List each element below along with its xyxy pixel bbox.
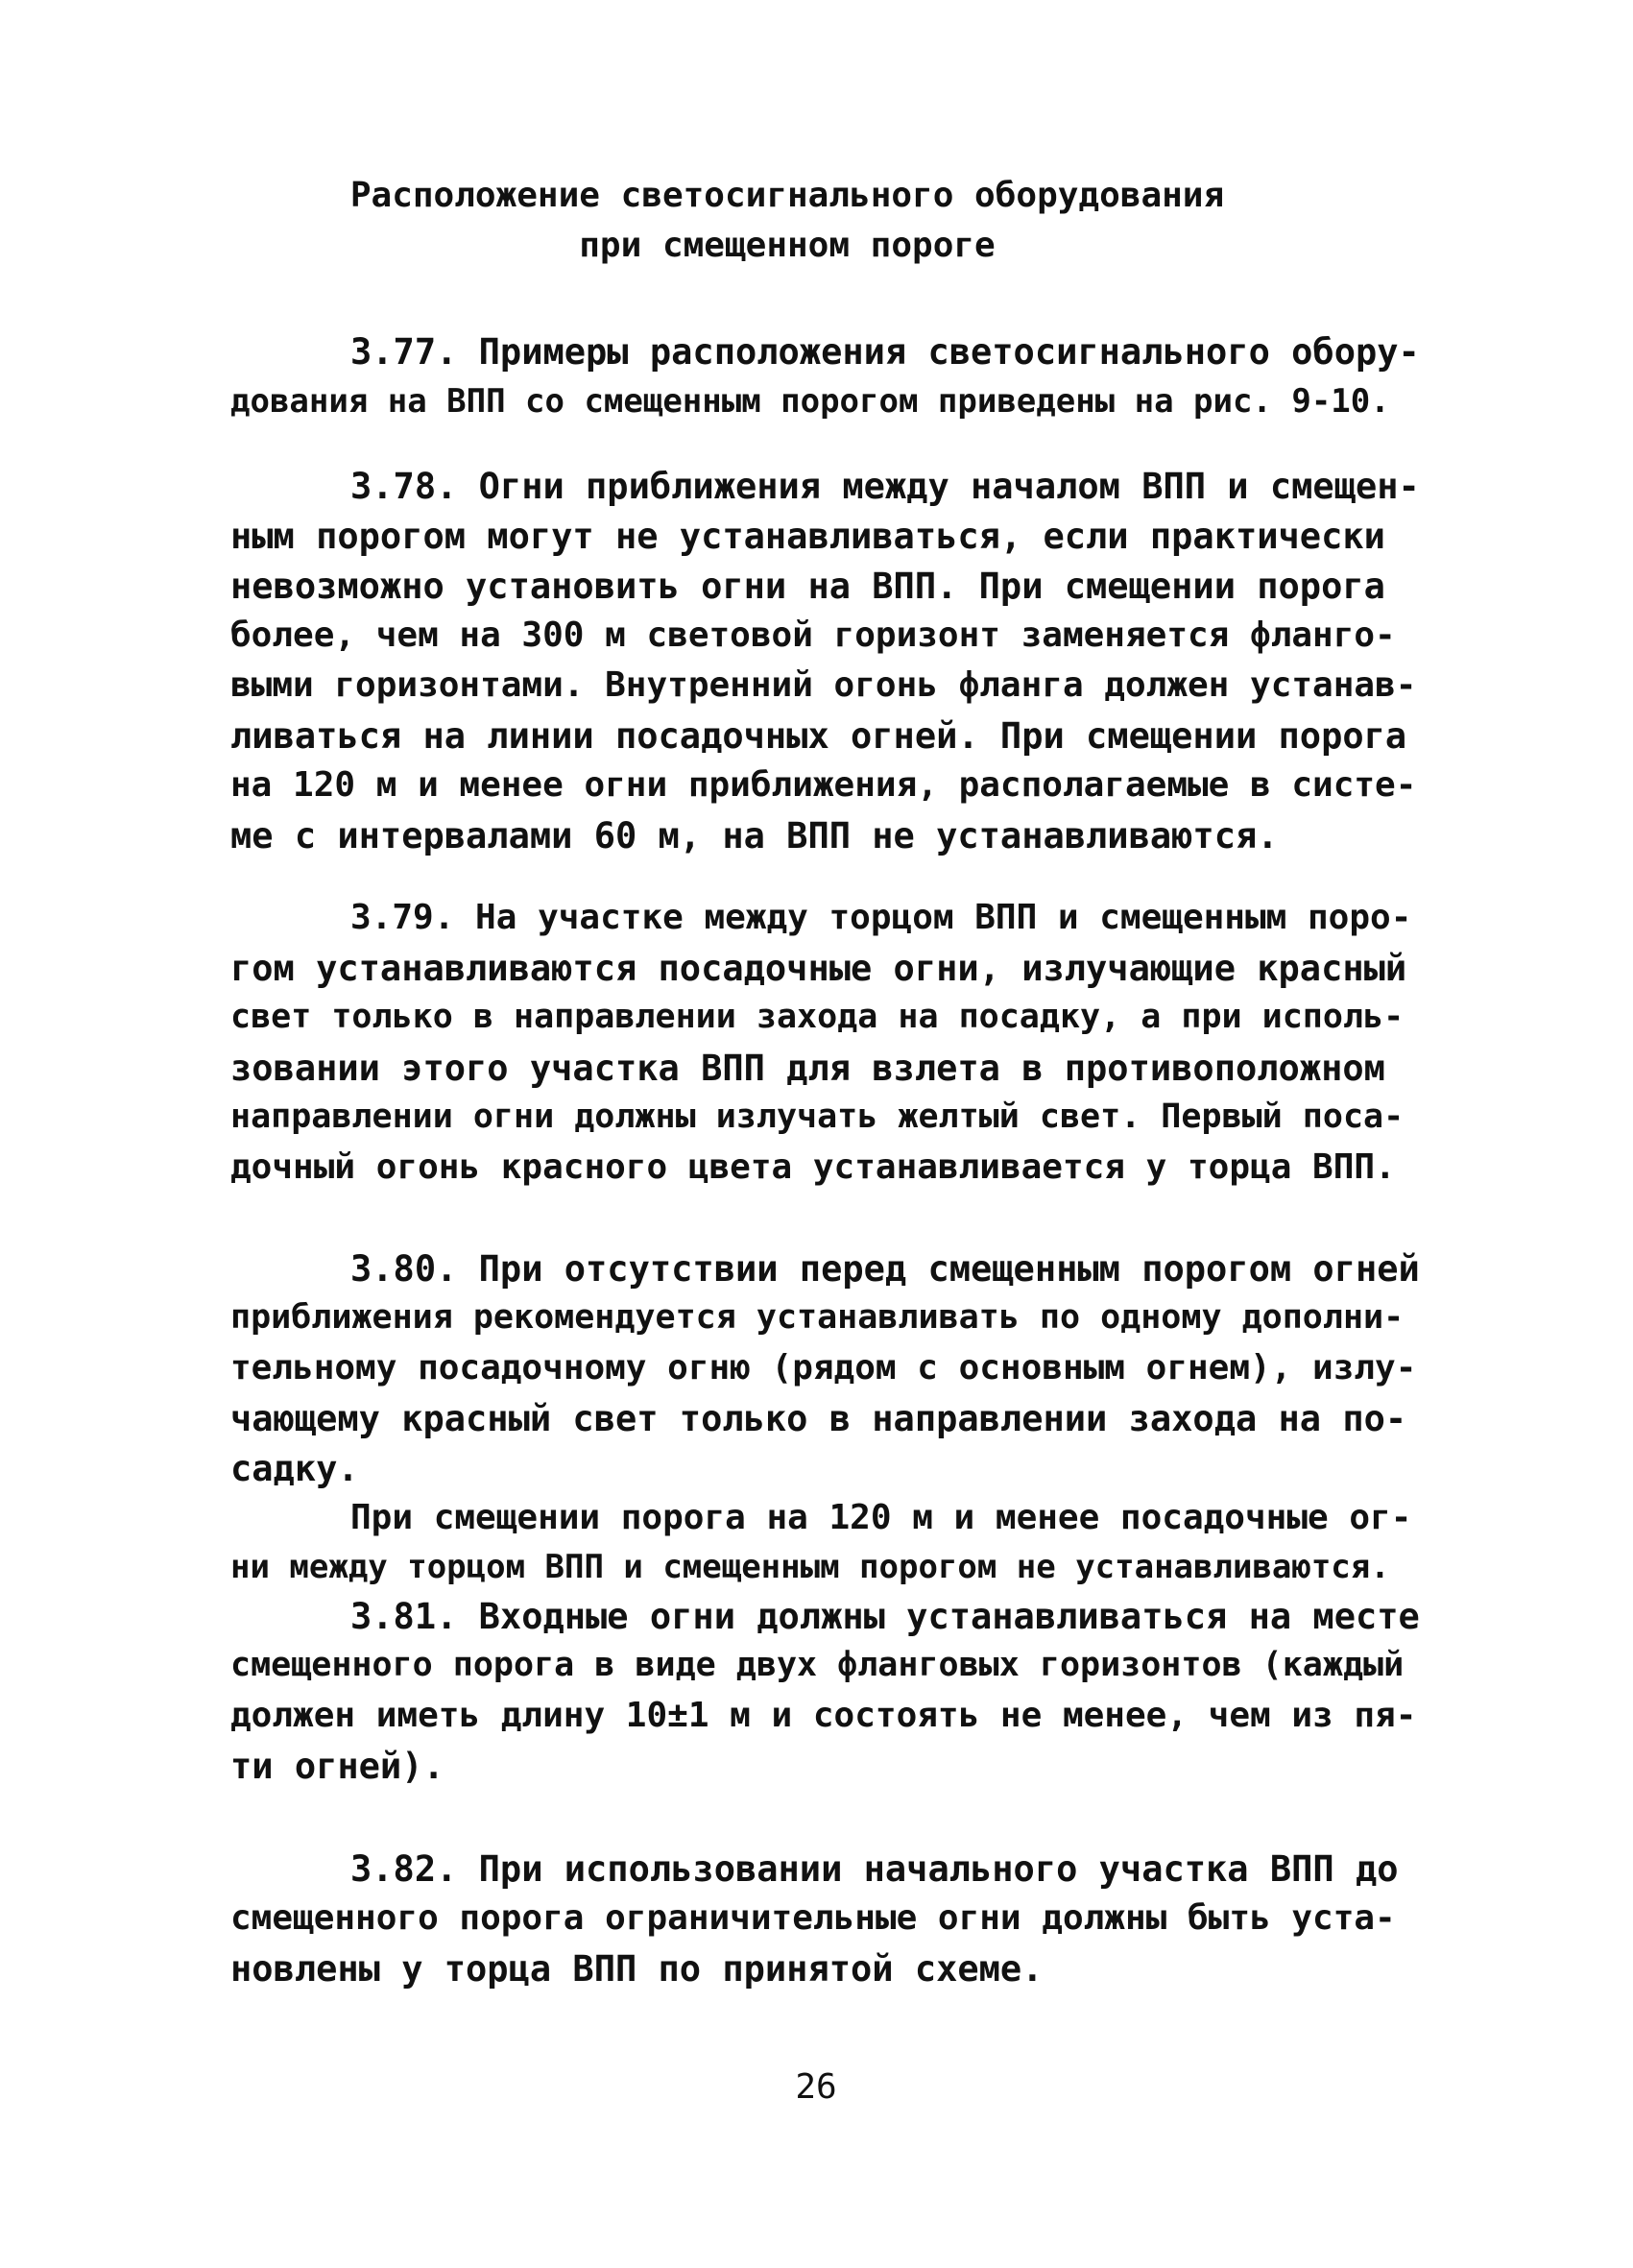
paragraph-3-78-line-6: ливаться на линии посадочных огней. При смещении порога xyxy=(230,715,1407,757)
paragraph-3-81-line-2: смещенного порога в виде двух фланговых горизонтов (каждый xyxy=(230,1646,1405,1684)
paragraph-3-80-line-3: тельному посадочному огню (рядом с основным огнем), излу- xyxy=(230,1348,1417,1387)
paragraph-3-79-line-4: зовании этого участка ВПП для взлета в противоположном xyxy=(230,1048,1385,1089)
paragraph-3-81-line-4: ти огней). xyxy=(230,1746,444,1787)
paragraph-3-80b-line-2: ни между торцом ВПП и смещенным порогом не устанавливаются. xyxy=(230,1548,1390,1586)
paragraph-3-79-line-1: 3.79. На участке между торцом ВПП и смещенным поро- xyxy=(350,898,1412,937)
paragraph-3-79-line-3: свет только в направлении захода на посадку, а при исполь- xyxy=(230,998,1405,1036)
paragraph-3-78-line-7: на 120 м и менее огни приближения, располагаемые в систе- xyxy=(230,765,1417,805)
paragraph-3-81-line-1: 3.81. Входные огни должны устанавливаться на месте xyxy=(350,1596,1420,1637)
paragraph-3-78-line-8: ме с интервалами 60 м, на ВПП не устанавливаются. xyxy=(230,815,1279,857)
paragraph-3-77-line-1: 3.77. Примеры расположения светосигнального обору- xyxy=(350,331,1420,373)
paragraph-3-81-line-3: должен иметь длину 10±1 м и состоять не менее, чем из пя- xyxy=(230,1696,1417,1735)
section-heading-line-2: при смещенном пороге xyxy=(579,226,996,265)
paragraph-3-78-line-1: 3.78. Огни приближения между началом ВПП и смещен- xyxy=(350,466,1420,507)
paragraph-3-79-line-2: гом устанавливаются посадочные огни, излучающие красный xyxy=(230,948,1407,989)
paragraph-3-80b-line-1: При смещении порога на 120 м и менее посадочные ог- xyxy=(350,1498,1412,1537)
paragraph-3-80-line-1: 3.80. При отсутствии перед смещенным порогом огней xyxy=(350,1248,1420,1290)
paragraph-3-80-line-2: приближения рекомендуется устанавливать по одному дополни- xyxy=(230,1298,1405,1337)
paragraph-3-78-line-2: ным порогом могут не устанавливаться, если практически xyxy=(230,516,1385,557)
paragraph-3-82-line-1: 3.82. При использовании начального участка ВПП до xyxy=(350,1848,1399,1890)
paragraph-3-78-line-5: выми горизонтами. Внутренний огонь фланга должен устанав- xyxy=(230,665,1417,705)
paragraph-3-79-line-5: направлении огни должны излучать желтый свет. Первый поса- xyxy=(230,1098,1405,1136)
paragraph-3-78-line-3: невозможно установить огни на ВПП. При смещении порога xyxy=(230,566,1385,607)
paragraph-3-78-line-4: более, чем на 300 м световой горизонт заменяется флангo- xyxy=(230,615,1396,655)
paragraph-3-80-line-4: чающему красный свет только в направлении захода на по- xyxy=(230,1398,1407,1439)
section-heading-line-1: Расположение светосигнального оборудования xyxy=(349,176,1225,215)
paragraph-3-79-line-6: дочный огонь красного цвета устанавливается у торца ВПП. xyxy=(230,1147,1396,1187)
paragraph-3-82-line-2: смещенного порога ограничительные огни должны быть уста- xyxy=(230,1898,1396,1938)
paragraph-3-82-line-3: новлены у торца ВПП по принятой схеме. xyxy=(230,1948,1044,1990)
page-number: 26 xyxy=(795,2067,837,2107)
paragraph-3-77-line-2: дования на ВПП со смещенным порогом приведены на рис. 9-10. xyxy=(230,382,1390,421)
paragraph-3-80-line-5: садку. xyxy=(230,1448,359,1489)
